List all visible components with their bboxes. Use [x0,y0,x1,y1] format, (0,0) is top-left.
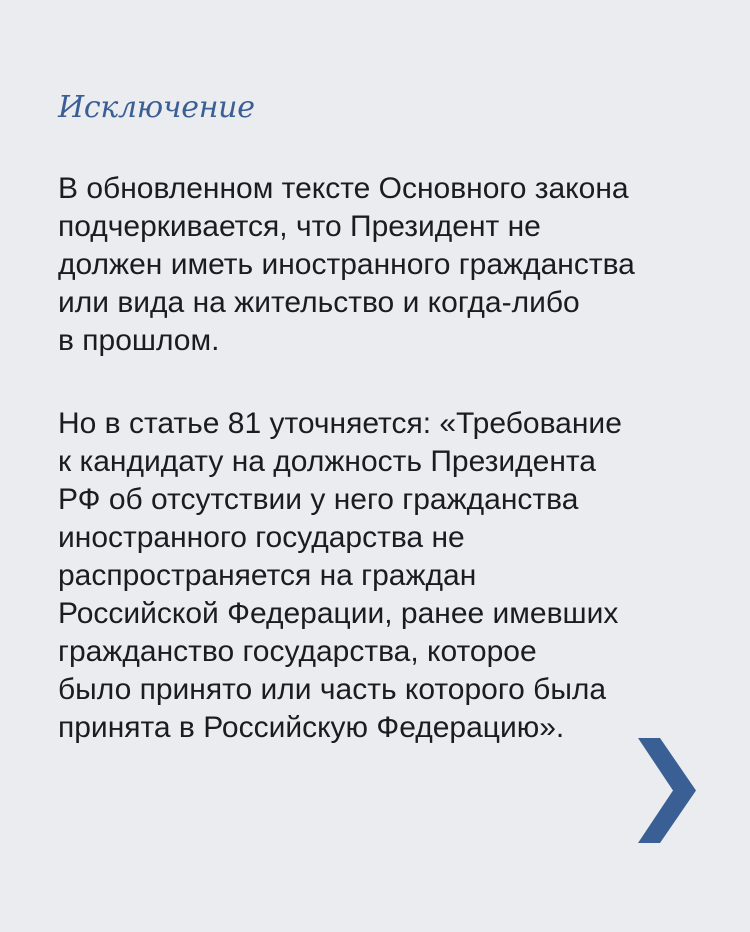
text-line: В обновленном тексте Основного закона [58,172,629,205]
text-line: или вида на жительство и когда-либо [58,286,580,319]
text-line: распространяется на граждан [58,559,477,592]
text-line: РФ об отсутствии у него гражданства [58,483,579,516]
text-line: к кандидату на должность Президента [58,445,596,478]
text-line: должен иметь иностранного гражданства [58,248,635,281]
paragraph-main-rule [58,170,708,360]
text-line: было принято или часть которого была [58,673,607,706]
text-line: Но в статье 81 уточняется: «Требование [58,407,622,440]
text-line: Российской Федерации, ранее имевших [58,597,619,630]
text-line: подчеркивается, что Президент не [58,210,541,243]
text-line: принята в Российскую Федерацию». [58,711,565,744]
chevron-right-icon [638,738,696,843]
paragraph-exception-quote [58,405,708,747]
text-line: иностранного государства не [58,521,465,554]
next-slide-button[interactable] [638,738,696,843]
text-line: в прошлом. [58,324,220,357]
text-line: гражданство государства, которое [58,635,537,668]
section-heading: Исключение [58,90,255,125]
